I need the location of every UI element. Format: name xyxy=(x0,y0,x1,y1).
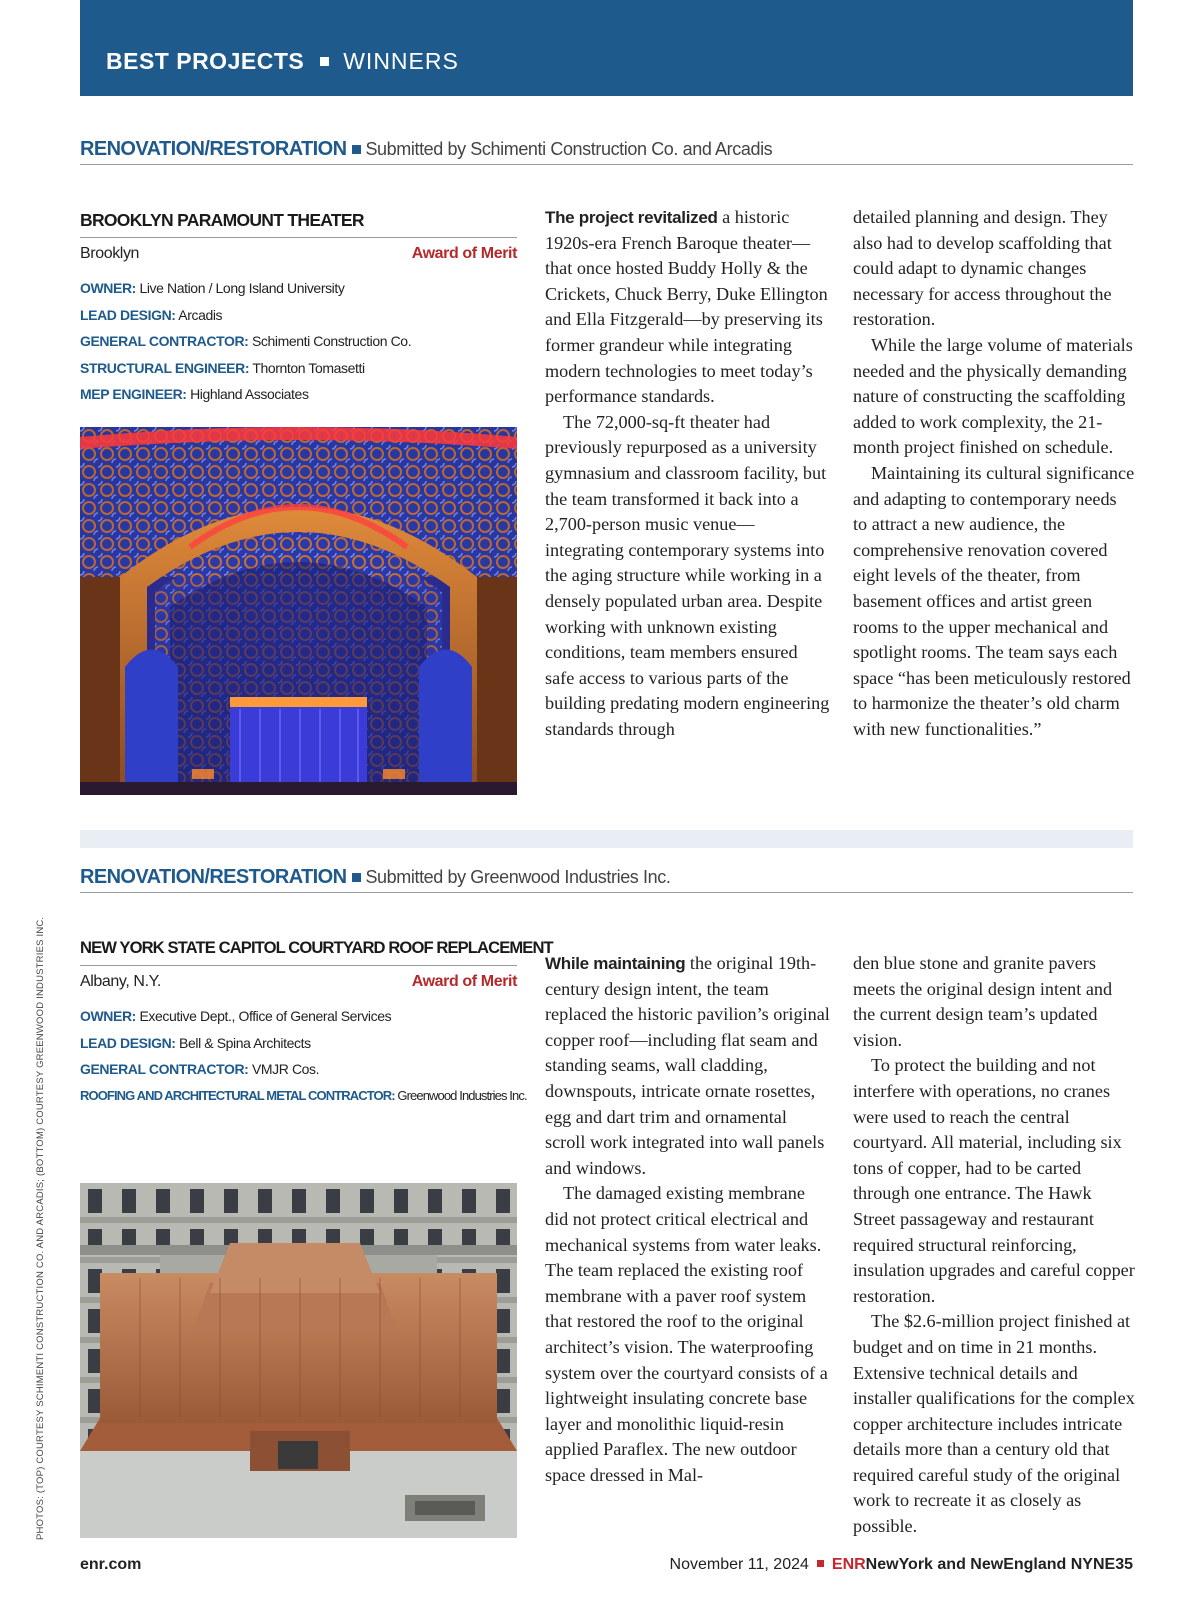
award-badge: Award of Merit xyxy=(411,245,517,262)
footer-brand: ENR xyxy=(831,1556,866,1573)
courtyard-roof-photo xyxy=(80,1183,517,1538)
article-paragraph: While maintaining the original 19th-century design intent, the team replaced the historic pavilion’s original copper roof—including flat seam and standing seams, wall cladding, downspouts, intricate ornate rosettes, egg and dart trim and ornamental scroll work integrated into wall panels and windows. xyxy=(545,953,830,1178)
article-paragraph: den blue stone and granite pavers meets the original design intent and the current design team’s updated vision. xyxy=(853,953,1113,1050)
banner-separator xyxy=(320,57,329,66)
category-separator xyxy=(352,873,361,882)
project-location: Brooklyn xyxy=(80,245,140,262)
submitted-by: Submitted by Schimenti Construction Co. and Arcadis xyxy=(365,139,773,159)
article-paragraph: detailed planning and design. They also had to develop scaffolding that could adapt to dynamic changes necessary for access throughout the restoration. xyxy=(853,207,1112,330)
footer-site-link[interactable]: enr.com xyxy=(80,1556,142,1573)
project-title: BROOKLYN PARAMOUNT THEATER xyxy=(80,210,517,238)
footer-date: November 11, 2024 xyxy=(669,1556,809,1573)
project-location: Albany, N.Y. xyxy=(80,973,161,990)
article-paragraph: The 72,000-sq-ft theater had previously repurposed as a university gymnasium and classroom facility, but the team transformed it back into a 2,700-person music venue—integrating contemporary systems into the aging structure while working in a densely populated urban area. Despite working with unknown existing conditions, team members ensured safe access to various parts of the building predating modern engineering standards through xyxy=(545,411,830,739)
project-credits xyxy=(80,278,520,411)
credit-general-contractor: GENERAL CONTRACTOR: VMJR Cos. xyxy=(80,1061,320,1077)
section-banner xyxy=(80,0,1133,96)
award-badge: Award of Merit xyxy=(411,973,517,990)
credit-roofing-contractor: ROOFING AND ARCHITECTURAL METAL CONTRACTOR: Greenwood Industries Inc. xyxy=(80,1087,527,1103)
article-paragraph: Maintaining its cultural significance and adapting to contemporary needs to attract a new audience, the comprehensive renovation covered eight levels of the theater, from basement offices and artist green rooms to the upper mechanical and spotlight rooms. The team says each space “has been meticulously restored to harmonize the theater’s old charm with new functionalities.” xyxy=(853,462,1135,739)
article-paragraph: The $2.6-million project finished at budget and on time in 21 months. Extensive technical details and installer qualifications for the complex copper architecture includes intricate details more than a century old that required careful study of the original work to recreate it as closely as possible. xyxy=(853,1311,1135,1537)
project-title: NEW YORK STATE CAPITOL COURTYARD ROOF REPLACEMENT xyxy=(80,938,517,966)
footer-page-number: NYNE35 xyxy=(1070,1556,1133,1573)
credit-owner: OWNER: Live Nation / Long Island University xyxy=(80,280,345,296)
article-paragraph: While the large volume of materials needed and the physically demanding nature of constructing the scaffolding added to work complexity, the 21-month project finished on schedule. xyxy=(853,334,1133,458)
article-column-1 xyxy=(545,205,830,742)
credit-mep-engineer: MEP ENGINEER: Highland Associates xyxy=(80,386,309,402)
article-column-2 xyxy=(853,205,1135,742)
banner-subsection: WINNERS xyxy=(343,48,459,74)
banner-section: BEST PROJECTS xyxy=(106,48,305,74)
section-header-1 xyxy=(80,138,1133,165)
footer-folio xyxy=(670,1556,1133,1574)
article-lead: While maintaining xyxy=(545,954,686,973)
footer-separator xyxy=(817,1560,824,1567)
section-header-2 xyxy=(80,866,1133,893)
category-label: RENOVATION/RESTORATION xyxy=(80,138,347,160)
article-paragraph: The project revitalized a historic 1920s-era French Baroque theater—that once hosted Buddy Holly & the Crickets, Chuck Berry, Duke Ellington and Ella Fitzgerald—by preserving its former grandeur while integrating modern technologies to meet today’s performance standards. xyxy=(545,207,828,407)
photo-credit: PHOTOS: (TOP) COURTESY SCHIMENTI CONSTRUCTION CO. AND ARCADIS; (BOTTOM) COURTESY GREENWOOD INDUSTRIES INC. xyxy=(35,916,46,1540)
category-separator xyxy=(352,145,361,154)
section-divider xyxy=(80,830,1133,848)
credit-lead-design: LEAD DESIGN: Bell & Spina Architects xyxy=(80,1034,311,1051)
theater-photo xyxy=(80,427,517,795)
article-column-3 xyxy=(545,951,830,1488)
credit-general-contractor: GENERAL CONTRACTOR: Schimenti Construction Co. xyxy=(80,333,412,349)
footer-edition: NewYork and NewEngland xyxy=(865,1556,1067,1573)
article-column-4 xyxy=(853,951,1135,1540)
credit-owner: OWNER: Executive Dept., Office of General Services xyxy=(80,1008,392,1024)
credit-structural-engineer: STRUCTURAL ENGINEER: Thornton Tomasetti xyxy=(80,359,365,376)
submitted-by: Submitted by Greenwood Industries Inc. xyxy=(365,867,671,887)
article-paragraph: To protect the building and not interfere with operations, no cranes were used to reach the central courtyard. All material, including six tons of copper, had to be carted through one entrance. The Hawk Street passageway and restaurant required structural reinforcing, insulation upgrades and careful copper restoration. xyxy=(853,1055,1135,1306)
article-lead: The project revitalized xyxy=(545,208,718,227)
category-label: RENOVATION/RESTORATION xyxy=(80,866,347,888)
credit-lead-design: LEAD DESIGN: Arcadis xyxy=(80,306,223,323)
article-paragraph: The damaged existing membrane did not protect critical electrical and mechanical systems from water leaks. The team replaced the existing roof membrane with a paver roof system that restored the roof to the original architect’s vision. The waterproofing system over the courtyard consists of a lightweight insulating concrete base layer and monolithic liquid-resin applied Paraflex. The new outdoor space dressed in Mal- xyxy=(545,1183,828,1485)
project-credits xyxy=(80,1006,527,1112)
